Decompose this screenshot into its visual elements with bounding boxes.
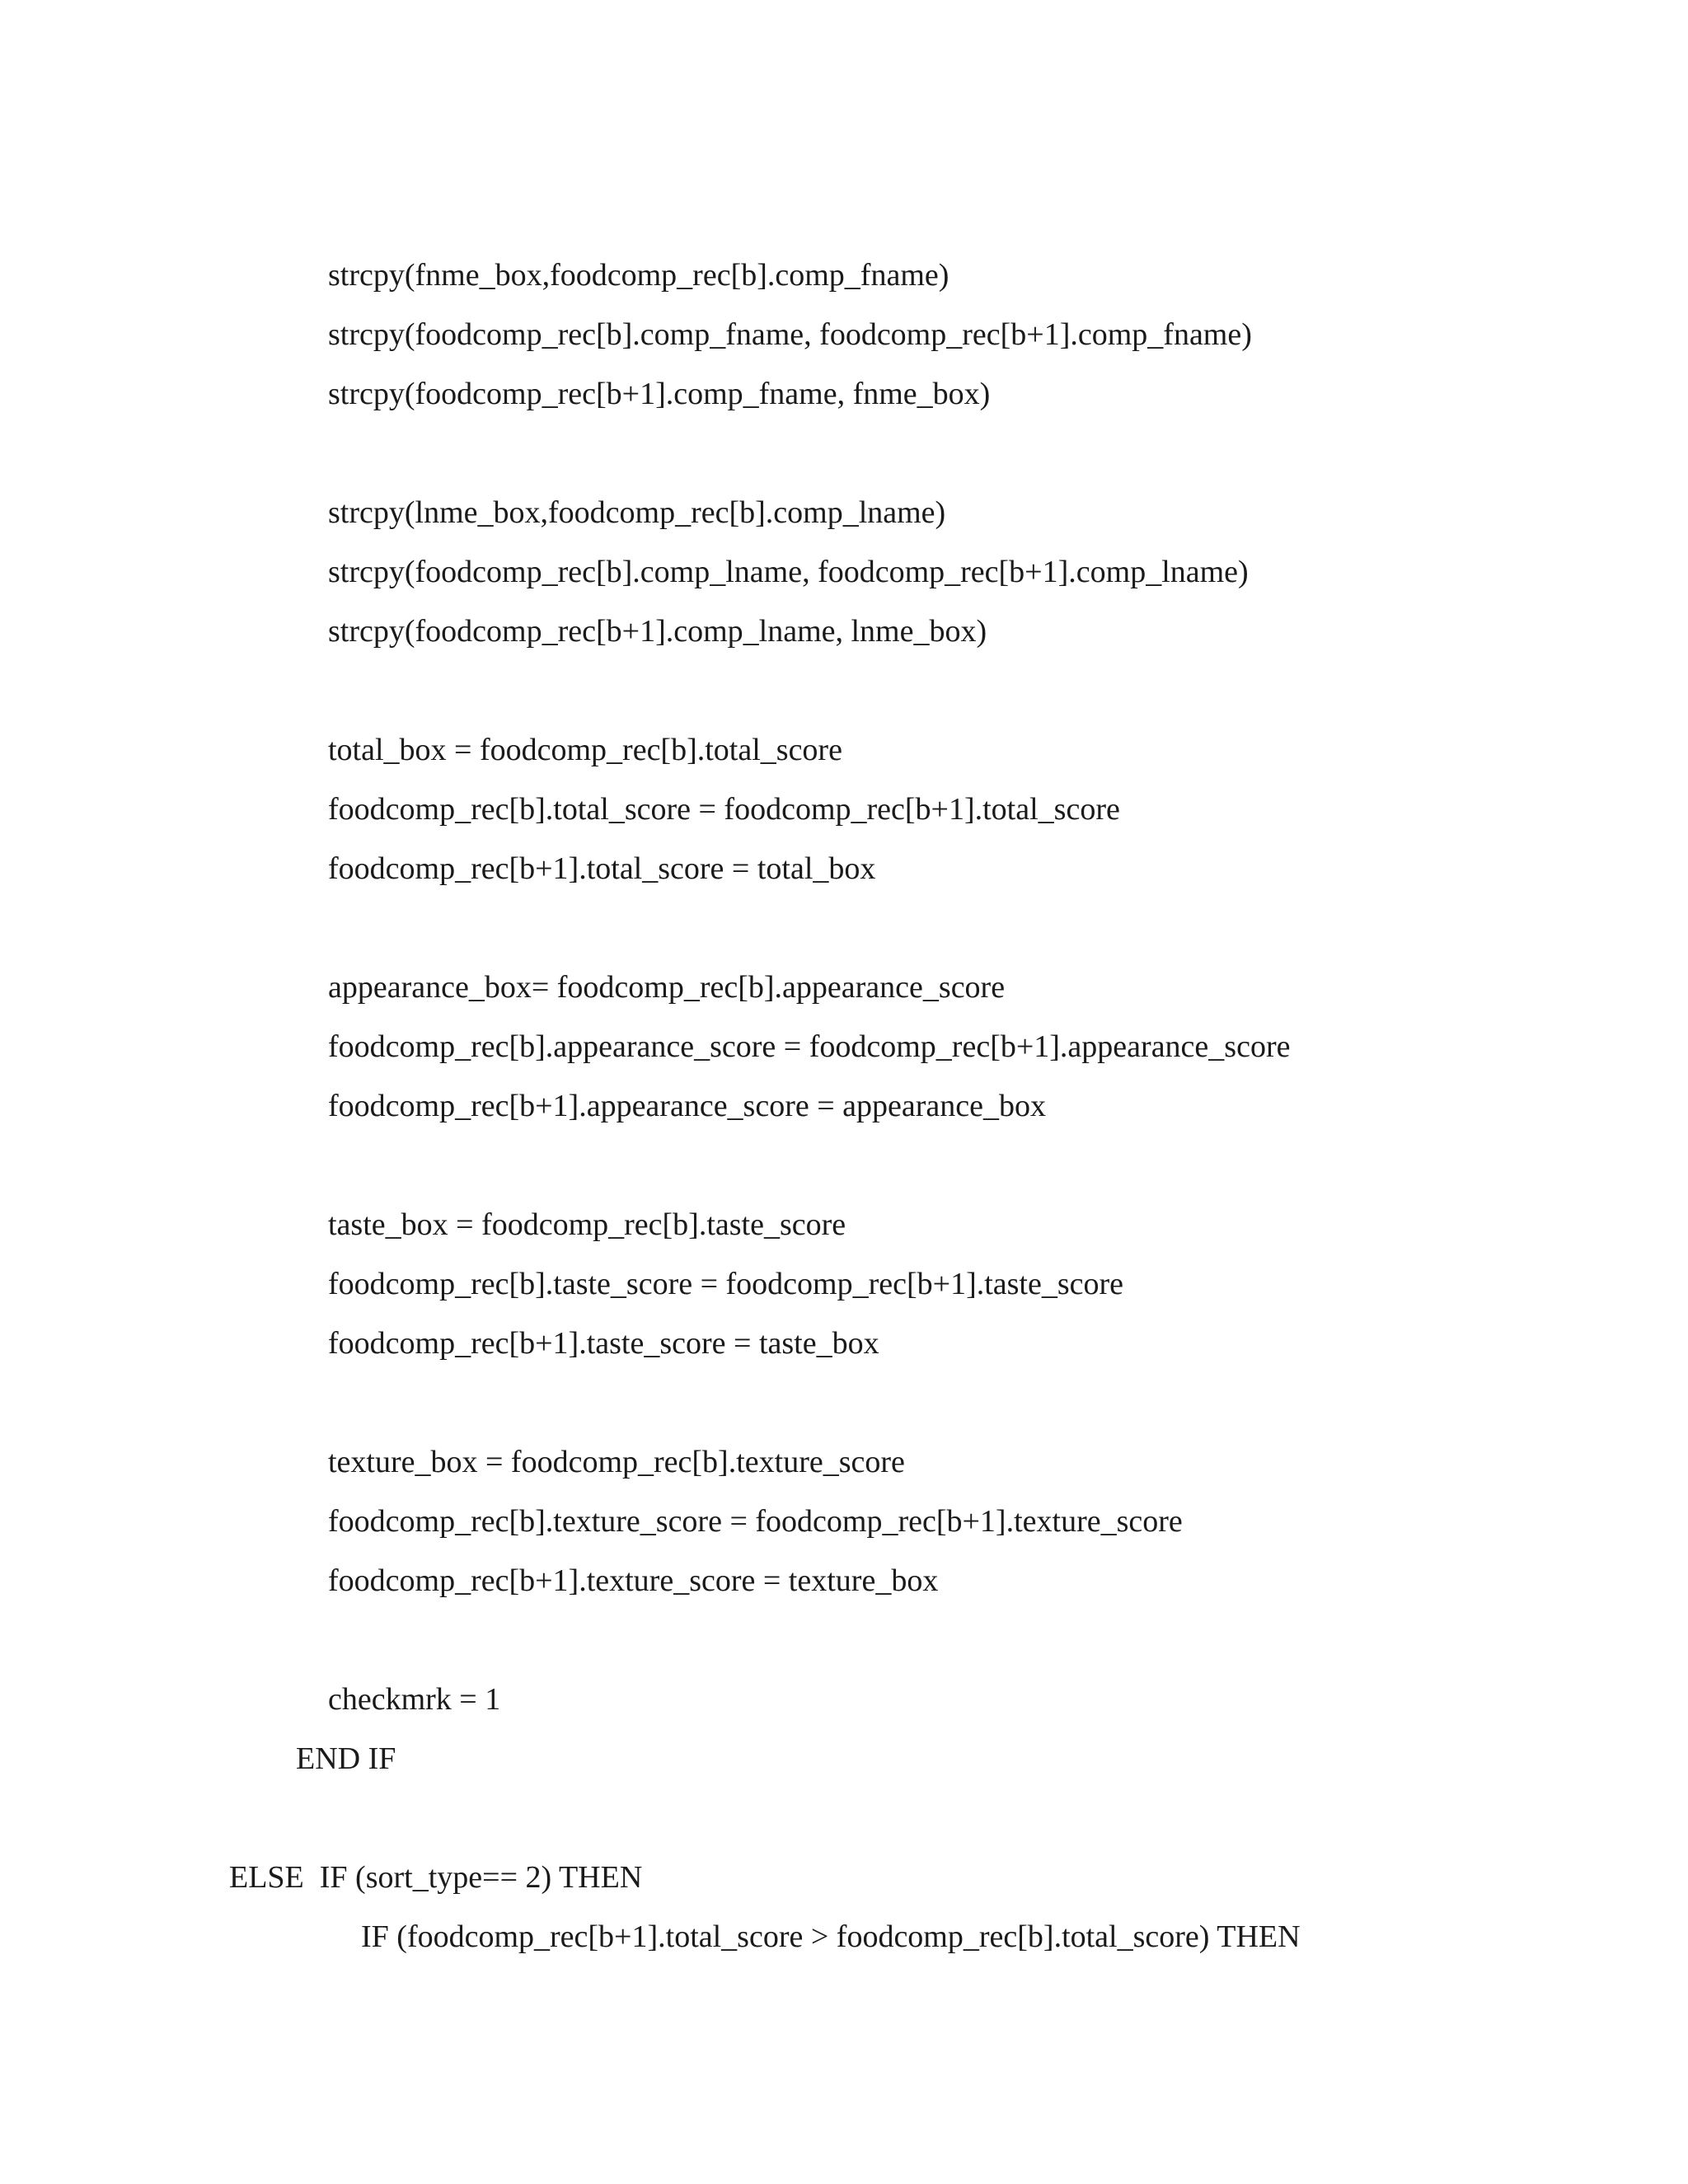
code-line: total_box = foodcomp_rec[b].total_score [328, 733, 842, 767]
code-line: foodcomp_rec[b+1].appearance_score = appearance_box [328, 1089, 1047, 1123]
code-line: END IF [296, 1741, 396, 1776]
code-line: appearance_box= foodcomp_rec[b].appearance_score [328, 970, 1006, 1005]
code-line: strcpy(fnme_box,foodcomp_rec[b].comp_fname) [328, 258, 950, 293]
code-line: strcpy(lnme_box,foodcomp_rec[b].comp_lname) [328, 495, 946, 530]
code-line: foodcomp_rec[b+1].taste_score = taste_box [328, 1326, 879, 1361]
code-line: foodcomp_rec[b].total_score = foodcomp_rec[b+1].total_score [328, 792, 1120, 827]
code-line: foodcomp_rec[b].appearance_score = foodcomp_rec[b+1].appearance_score [328, 1029, 1291, 1064]
code-line: strcpy(foodcomp_rec[b].comp_fname, foodcomp_rec[b+1].comp_fname) [328, 317, 1252, 352]
code-line: ELSE IF (sort_type== 2) THEN [229, 1860, 643, 1895]
code-line: foodcomp_rec[b+1].total_score = total_box [328, 851, 876, 886]
code-line: texture_box = foodcomp_rec[b].texture_score [328, 1445, 905, 1479]
code-line: taste_box = foodcomp_rec[b].taste_score [328, 1207, 846, 1242]
code-line: foodcomp_rec[b+1].texture_score = texture_box [328, 1563, 939, 1598]
code-line: IF (foodcomp_rec[b+1].total_score > foodcomp_rec[b].total_score) THEN [361, 1919, 1301, 1954]
code-line: strcpy(foodcomp_rec[b+1].comp_fname, fnme_box) [328, 377, 991, 411]
code-line: checkmrk = 1 [328, 1682, 501, 1717]
code-line: strcpy(foodcomp_rec[b+1].comp_lname, lnme_box) [328, 614, 987, 649]
code-line: foodcomp_rec[b].taste_score = foodcomp_rec[b+1].taste_score [328, 1267, 1124, 1301]
code-line: foodcomp_rec[b].texture_score = foodcomp_rec[b+1].texture_score [328, 1504, 1183, 1539]
code-line: strcpy(foodcomp_rec[b].comp_lname, foodcomp_rec[b+1].comp_lname) [328, 555, 1249, 589]
